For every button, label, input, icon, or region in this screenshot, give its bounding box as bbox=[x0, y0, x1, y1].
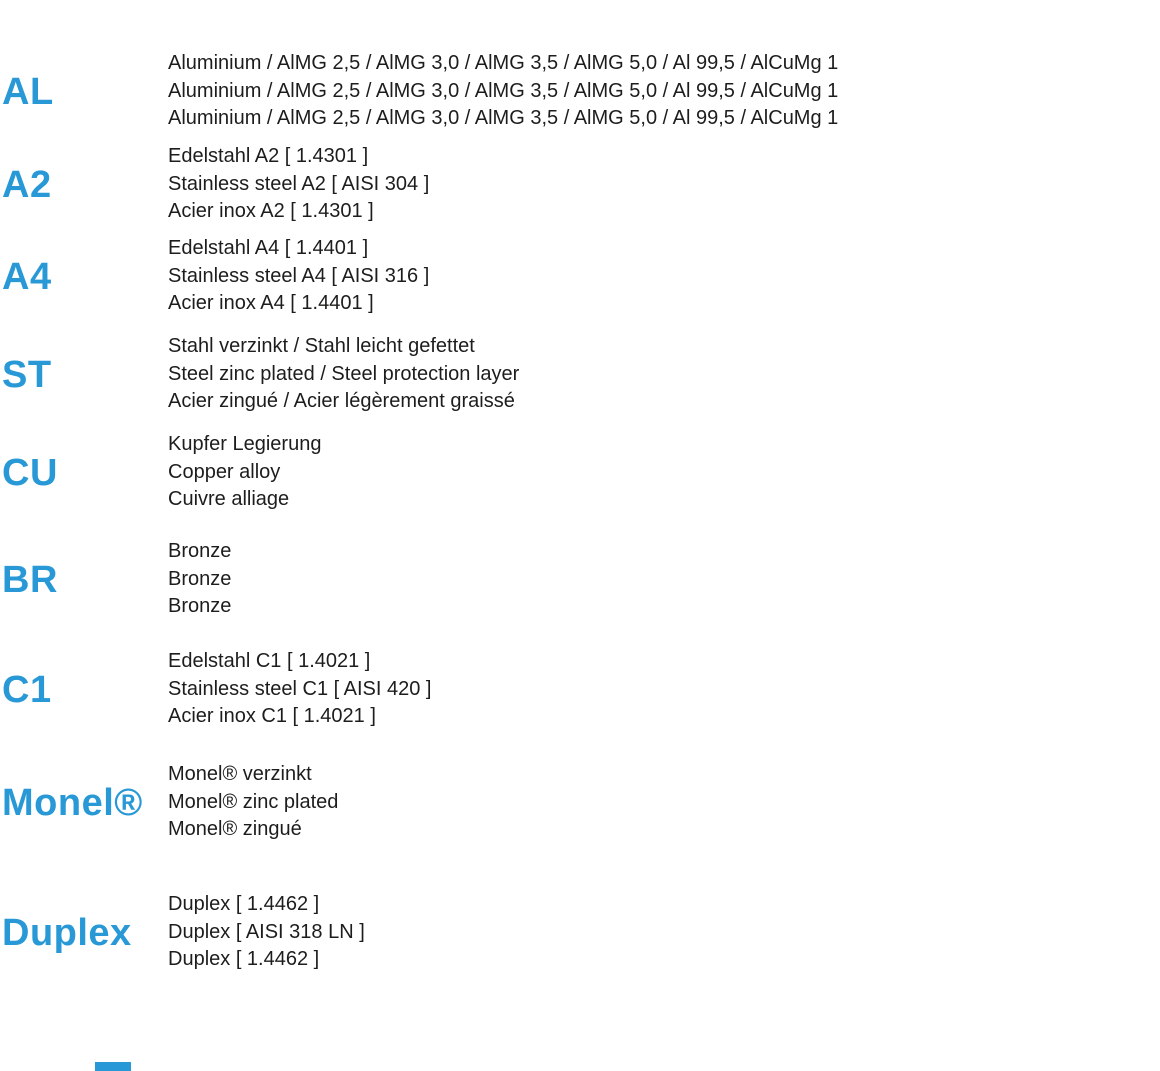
material-desc-de: Edelstahl A4 [ 1.4401 ] bbox=[168, 237, 369, 260]
material-desc-fr: Acier inox A2 [ 1.4301 ] bbox=[168, 200, 374, 223]
material-descriptions bbox=[168, 891, 1160, 974]
material-section-c1 bbox=[0, 648, 1160, 731]
material-desc-en: Bronze bbox=[168, 567, 232, 590]
material-desc-de: Stahl verzinkt / Stahl leicht gefettet bbox=[168, 335, 475, 358]
material-code: Monel® bbox=[2, 781, 143, 824]
material-descriptions bbox=[168, 431, 1160, 514]
material-desc-de: Duplex [ 1.4462 ] bbox=[168, 893, 320, 916]
material-desc-de: Kupfer Legierung bbox=[168, 433, 322, 456]
material-desc-de: Edelstahl C1 [ 1.4021 ] bbox=[168, 650, 371, 673]
material-descriptions bbox=[168, 538, 1160, 621]
material-code: Duplex bbox=[2, 911, 132, 954]
material-code: ST bbox=[2, 353, 52, 396]
footer-accent-bar bbox=[95, 1062, 131, 1071]
material-section-cu bbox=[0, 431, 1160, 514]
material-section-al bbox=[0, 50, 1160, 133]
material-code: BR bbox=[2, 558, 58, 601]
material-descriptions bbox=[168, 143, 1160, 226]
material-descriptions bbox=[168, 50, 1160, 133]
material-desc-fr: Aluminium / AlMG 2,5 / AlMG 3,0 / AlMG 3,5 / AlMG 5,0 / Al 99,5 / AlCuMg 1 bbox=[168, 107, 839, 130]
material-code: C1 bbox=[2, 668, 52, 711]
material-code: A4 bbox=[2, 255, 52, 298]
material-desc-en: Aluminium / AlMG 2,5 / AlMG 3,0 / AlMG 3,5 / AlMG 5,0 / Al 99,5 / AlCuMg 1 bbox=[168, 79, 839, 102]
material-desc-de: Edelstahl A2 [ 1.4301 ] bbox=[168, 145, 369, 168]
material-desc-en: Stainless steel A4 [ AISI 316 ] bbox=[168, 264, 430, 287]
material-descriptions bbox=[168, 333, 1160, 416]
material-desc-fr: Monel® zingué bbox=[168, 818, 302, 841]
material-section-a2 bbox=[0, 143, 1160, 226]
material-desc-en: Duplex [ AISI 318 LN ] bbox=[168, 920, 365, 943]
material-desc-de: Monel® verzinkt bbox=[168, 763, 312, 786]
material-desc-fr: Acier inox A4 [ 1.4401 ] bbox=[168, 292, 374, 315]
material-desc-de: Aluminium / AlMG 2,5 / AlMG 3,0 / AlMG 3,5 / AlMG 5,0 / Al 99,5 / AlCuMg 1 bbox=[168, 52, 839, 75]
material-section-st bbox=[0, 333, 1160, 416]
material-desc-en: Steel zinc plated / Steel protection layer bbox=[168, 362, 520, 385]
material-section-duplex bbox=[0, 891, 1160, 974]
material-descriptions bbox=[168, 761, 1160, 844]
material-section-br bbox=[0, 538, 1160, 621]
material-desc-fr: Bronze bbox=[168, 595, 232, 618]
material-desc-fr: Duplex [ 1.4462 ] bbox=[168, 948, 320, 971]
material-desc-en: Stainless steel A2 [ AISI 304 ] bbox=[168, 172, 430, 195]
material-desc-en: Monel® zinc plated bbox=[168, 790, 339, 813]
material-desc-en: Stainless steel C1 [ AISI 420 ] bbox=[168, 677, 432, 700]
material-desc-de: Bronze bbox=[168, 540, 232, 563]
material-desc-fr: Acier inox C1 [ 1.4021 ] bbox=[168, 705, 376, 728]
material-desc-fr: Acier zingué / Acier légèrement graissé bbox=[168, 390, 515, 413]
material-desc-en: Copper alloy bbox=[168, 460, 281, 483]
material-section-a4 bbox=[0, 235, 1160, 318]
material-section-monel bbox=[0, 761, 1160, 844]
material-code: AL bbox=[2, 70, 54, 113]
material-descriptions bbox=[168, 648, 1160, 731]
material-code: A2 bbox=[2, 163, 52, 206]
material-desc-fr: Cuivre alliage bbox=[168, 488, 290, 511]
material-code: CU bbox=[2, 451, 58, 494]
material-descriptions bbox=[168, 235, 1160, 318]
